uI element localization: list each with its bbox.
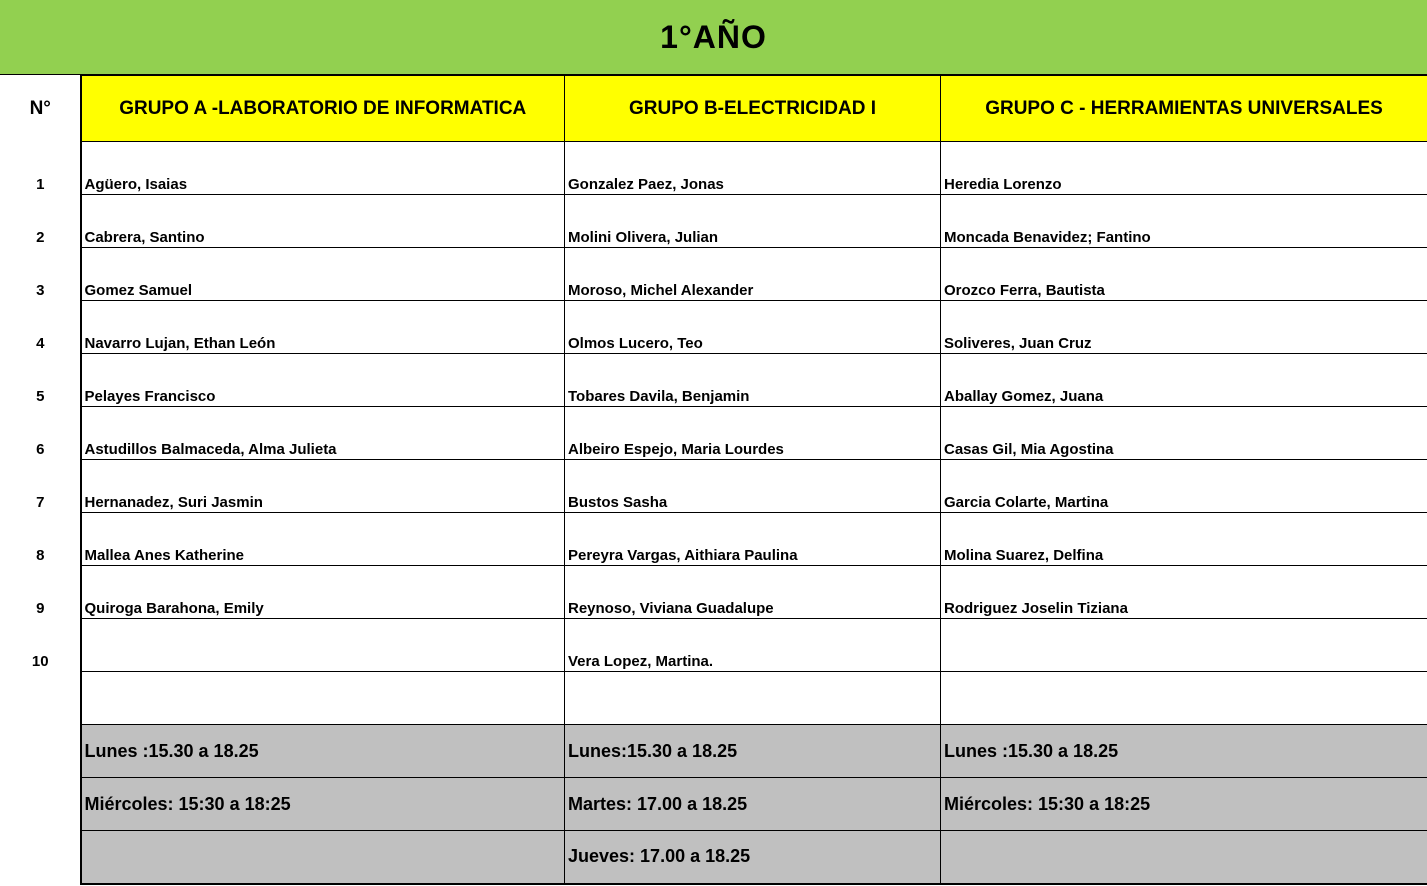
group-b-schedule[interactable]: Jueves: 17.00 a 18.25 bbox=[565, 831, 941, 884]
group-b-schedule[interactable]: Lunes:15.30 a 18.25 bbox=[565, 725, 941, 778]
group-b-student[interactable]: Tobares Davila, Benjamin bbox=[565, 354, 941, 407]
group-c-student[interactable]: Moncada Benavidez; Fantino bbox=[941, 195, 1427, 248]
group-a-schedule[interactable] bbox=[81, 831, 565, 884]
group-b-student[interactable]: Gonzalez Paez, Jonas bbox=[565, 142, 941, 195]
header-group-a[interactable]: GRUPO A -LABORATORIO DE INFORMATICA bbox=[81, 76, 565, 142]
row-number[interactable]: 7 bbox=[1, 460, 81, 513]
page-title: 1°AÑO bbox=[0, 0, 1427, 75]
group-b-student[interactable]: Olmos Lucero, Teo bbox=[565, 301, 941, 354]
table-row bbox=[1, 142, 1427, 195]
header-group-b[interactable]: GRUPO B-ELECTRICIDAD I bbox=[565, 76, 941, 142]
group-b-student[interactable]: Moroso, Michel Alexander bbox=[565, 248, 941, 301]
row-number[interactable]: 6 bbox=[1, 407, 81, 460]
group-a-student[interactable]: Astudillos Balmaceda, Alma Julieta bbox=[81, 407, 565, 460]
group-c-schedule[interactable]: Lunes :15.30 a 18.25 bbox=[941, 725, 1427, 778]
group-b-student[interactable]: Albeiro Espejo, Maria Lourdes bbox=[565, 407, 941, 460]
group-a-student[interactable]: Hernanadez, Suri Jasmin bbox=[81, 460, 565, 513]
group-a-student[interactable]: Pelayes Francisco bbox=[81, 354, 565, 407]
group-c-student[interactable] bbox=[941, 619, 1427, 672]
group-c-schedule[interactable] bbox=[941, 831, 1427, 884]
group-a-student[interactable]: Navarro Lujan, Ethan León bbox=[81, 301, 565, 354]
row-number[interactable]: 2 bbox=[1, 195, 81, 248]
group-c-student[interactable]: Rodriguez Joselin Tiziana bbox=[941, 566, 1427, 619]
row-number[interactable]: 1 bbox=[1, 142, 81, 195]
empty-cell[interactable] bbox=[1, 778, 81, 831]
table-row bbox=[1, 566, 1427, 619]
group-a-student[interactable]: Mallea Anes Katherine bbox=[81, 513, 565, 566]
group-a-student[interactable]: Gomez Samuel bbox=[81, 248, 565, 301]
table-row bbox=[1, 672, 1427, 725]
row-number[interactable] bbox=[1, 672, 81, 725]
group-b-student[interactable]: Reynoso, Viviana Guadalupe bbox=[565, 566, 941, 619]
group-b-student[interactable] bbox=[565, 672, 941, 725]
row-number[interactable]: 10 bbox=[1, 619, 81, 672]
group-a-schedule[interactable]: Lunes :15.30 a 18.25 bbox=[81, 725, 565, 778]
group-b-student[interactable]: Vera Lopez, Martina. bbox=[565, 619, 941, 672]
row-number[interactable]: 3 bbox=[1, 248, 81, 301]
group-c-student[interactable]: Soliveres, Juan Cruz bbox=[941, 301, 1427, 354]
empty-cell[interactable] bbox=[1, 831, 81, 884]
header-number[interactable]: N° bbox=[1, 76, 81, 142]
group-c-schedule[interactable]: Miércoles: 15:30 a 18:25 bbox=[941, 778, 1427, 831]
table-row bbox=[1, 301, 1427, 354]
table-row bbox=[1, 460, 1427, 513]
row-number[interactable]: 4 bbox=[1, 301, 81, 354]
row-number[interactable]: 9 bbox=[1, 566, 81, 619]
group-a-student[interactable]: Cabrera, Santino bbox=[81, 195, 565, 248]
schedule-row bbox=[1, 778, 1427, 831]
group-c-student[interactable]: Heredia Lorenzo bbox=[941, 142, 1427, 195]
group-c-student[interactable]: Garcia Colarte, Martina bbox=[941, 460, 1427, 513]
group-c-student[interactable]: Casas Gil, Mia Agostina bbox=[941, 407, 1427, 460]
empty-cell[interactable] bbox=[1, 725, 81, 778]
group-b-student[interactable]: Bustos Sasha bbox=[565, 460, 941, 513]
schedule-row bbox=[1, 725, 1427, 778]
group-c-student[interactable]: Molina Suarez, Delfina bbox=[941, 513, 1427, 566]
table-row bbox=[1, 195, 1427, 248]
header-group-c[interactable]: GRUPO C - HERRAMIENTAS UNIVERSALES bbox=[941, 76, 1427, 142]
row-number[interactable]: 8 bbox=[1, 513, 81, 566]
table-row bbox=[1, 248, 1427, 301]
header-row bbox=[1, 76, 1427, 142]
group-b-schedule[interactable]: Martes: 17.00 a 18.25 bbox=[565, 778, 941, 831]
group-a-student[interactable]: Agüero, Isaias bbox=[81, 142, 565, 195]
group-c-student[interactable]: Aballay Gomez, Juana bbox=[941, 354, 1427, 407]
table-row bbox=[1, 354, 1427, 407]
group-a-schedule[interactable]: Miércoles: 15:30 a 18:25 bbox=[81, 778, 565, 831]
group-a-student[interactable]: Quiroga Barahona, Emily bbox=[81, 566, 565, 619]
group-b-student[interactable]: Pereyra Vargas, Aithiara Paulina bbox=[565, 513, 941, 566]
group-c-student[interactable]: Orozco Ferra, Bautista bbox=[941, 248, 1427, 301]
group-a-student[interactable] bbox=[81, 672, 565, 725]
table-row bbox=[1, 619, 1427, 672]
group-c-student[interactable] bbox=[941, 672, 1427, 725]
schedule-row bbox=[1, 831, 1427, 884]
row-number[interactable]: 5 bbox=[1, 354, 81, 407]
group-b-student[interactable]: Molini Olivera, Julian bbox=[565, 195, 941, 248]
group-a-student[interactable] bbox=[81, 619, 565, 672]
table-row bbox=[1, 407, 1427, 460]
student-groups-table bbox=[0, 75, 1427, 885]
table-row bbox=[1, 513, 1427, 566]
